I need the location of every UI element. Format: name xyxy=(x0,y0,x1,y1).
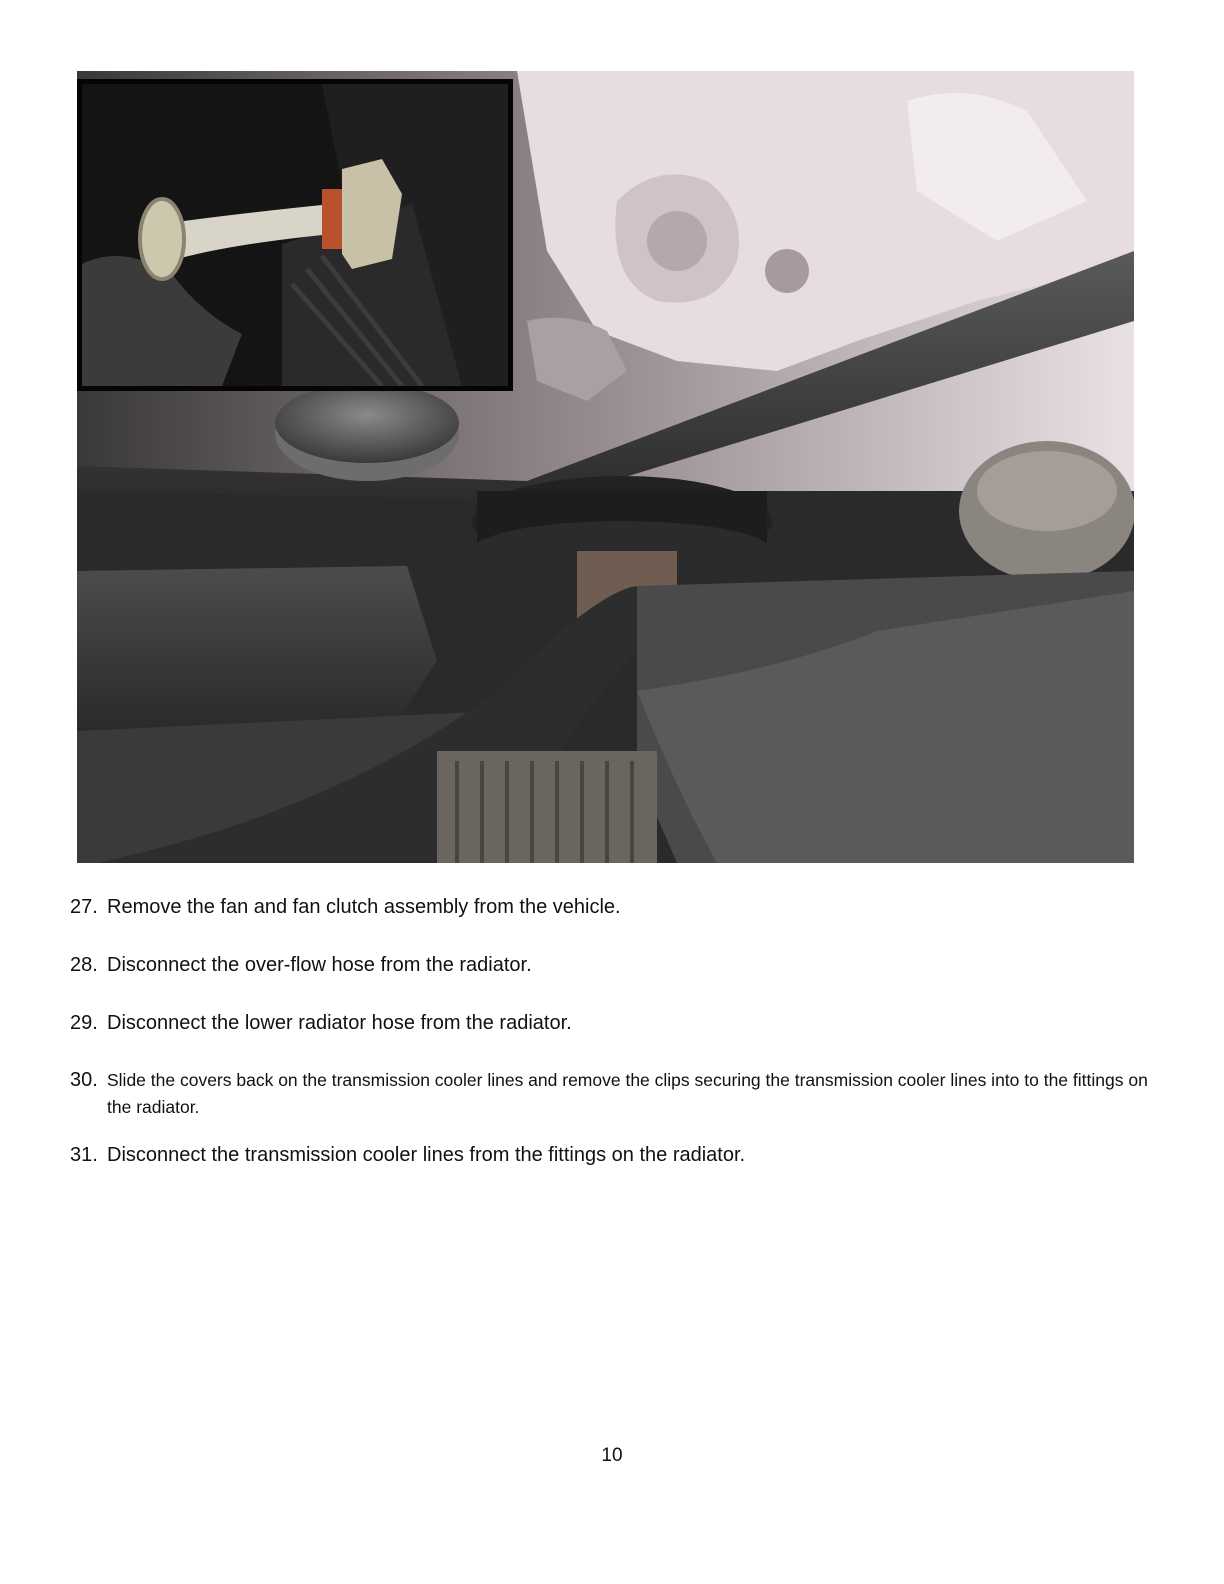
engine-photo xyxy=(77,71,1134,863)
step-31 xyxy=(70,1141,1160,1169)
step-number: 30. xyxy=(70,1069,98,1091)
inset-photo-illustration xyxy=(82,84,508,386)
step-text: Remove the fan and fan clutch assembly from the vehicle. xyxy=(107,896,621,918)
step-29 xyxy=(70,1009,1160,1037)
instruction-steps xyxy=(70,893,1160,1169)
step-text: Disconnect the transmission cooler lines from the fittings on the radiator. xyxy=(107,1144,746,1166)
step-30 xyxy=(70,1067,1160,1121)
step-28 xyxy=(70,951,1160,979)
step-text: Slide the covers back on the transmission cooler lines and remove the clips securing the transmission cooler lines into to the fittings on the radiator. xyxy=(107,1070,1148,1117)
step-text: Disconnect the over-flow hose from the radiator. xyxy=(107,954,532,976)
step-number: 31. xyxy=(70,1144,98,1166)
step-27 xyxy=(70,893,1160,921)
page-number: 10 xyxy=(601,1445,623,1466)
inset-photo xyxy=(77,79,513,391)
step-text: Disconnect the lower radiator hose from the radiator. xyxy=(107,1012,572,1034)
step-number: 27. xyxy=(70,896,98,918)
step-number: 29. xyxy=(70,1012,98,1034)
step-number: 28. xyxy=(70,954,98,976)
